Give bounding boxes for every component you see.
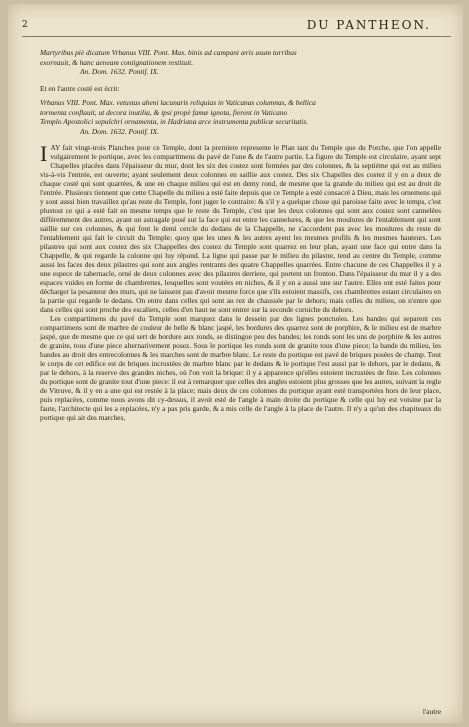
- inscription-date: An. Dom. 1632. Pontif. IX.: [80, 67, 160, 77]
- inscription-date: An. Dom. 1632. Pontif. IX.: [80, 126, 160, 136]
- catchword: l'autre: [422, 707, 441, 716]
- paragraph-text: AY fait vingt-trois Planches pour ce Temple, dont la premiere represente le Plan tant du Temple que du Porche, que l'on appelle vulgairement le portique, avec les compartimens du pavé de l'une & de l'autre partie. La figure du Temple est circulaire, ayant sept Chapelles placées dans l'épaisseur du mur, dont les six des costez sont fermées par des colonnes, & la septiéme qui est au milieu vis-à-vis l'entrée, est ouverte; ayant seulement deux colonnes en saillie aux costez. Des six Chapelles des costez il y en a deux de chaque costé qui sont quarrées, & une en chaque milieu qui est en demy rond, de mesme que la grande du milieu qui est au droit de l'entrée. Plusieurs tiennent que cette Chapelle du milieu a esté faite depuis que ce Temple a esté consacré à Dieu, mais les ornemens qui y sont aussi bien travaillez qu'au reste du Temple, font juger le contraire: & s'il y a quelque chose qui paroisse faite avec le temps, c'est plustost ce qui a esté fait en mesme temps que le reste du Temple, c'est que les deux colonnes qui sont aux costez sont cannelées différemment des autres, ayant un astragale posé sur la face qui est entre les cannelures, & que les moulures de l'entablement qui sont saillie sur ces colonnes, & qui font le demi cercle du dedans de la Chappelle, ne s'accordent pas avec les moulures du reste de l'entablement qui fait le circuit du Temple; quoy que les unes & les autres ayent les mesmes profils & les mesmes hauteurs. Les pilastres qui sont aux costez des six Chappelles des costez du Temple sont quarrez en leur plan, ayant une face qui entre dans la Chappelle, & qui regarde la colonne qui luy répond. La ligne qui passe par le milieu du pilastre, tend au centre du Temple, comme aussi les faces des deux pilastres qui sont aux angles rentrants des quatre Chappelles quarrées. Entre chacune de ces Chappelles il y a une espece de tabernacle, orné de deux colonnes avec des pilastres derriere, qui portent un fronton. Dans l'épaisseur du mur il y a des espaces vuides en forme de chambrettes, lesquelles sont voutées en niches, & il y en a aussi une sur l'autre. Elles ont esté faites pour décharger la pesanteur des murs, qui ne laissent pas d'avoir mesme force que s'ils estoient massifs, ces chambrettes estant circulaires en la partie qui regarde le dedans. On entre dans celles qui sont au rez de chaussée par le dehors; mais celles du milieu, on n'entre que dans celles qui sont proche des escaliers, celles d'en haut ne sont entrer sur la seconde corniche du dehors.: [40, 143, 441, 315]
- inscription-line: Martyribus piè dicatum Vrbanus VIII. Pont. Max. binis ad campani æris usum turribus: [40, 48, 297, 57]
- inscription-line: exornauit, & hanc aeneam contignationem restituit.: [40, 57, 194, 67]
- page-number: 2: [22, 20, 28, 30]
- inscription-line: tormenta conflauit, ut decora inutilia, & ipsi propè famæ ignota, fierent in Vaticano: [40, 107, 288, 117]
- inscription-intro: [40, 84, 441, 94]
- book-page: [8, 4, 463, 723]
- header-title: DU PANTHEON.: [306, 18, 431, 32]
- drop-cap: I: [40, 141, 48, 166]
- inscription-line: Vrbanus VIII. Pont. Max. vetustas aheni lacunaris reliquias in Vaticanas columnas, & bellica: [40, 98, 316, 107]
- body-text: [40, 143, 441, 422]
- first-paragraph: [40, 143, 441, 314]
- second-inscription: [40, 98, 441, 136]
- inscription-line: Templo Apostolici sepulchri ornamenta, in Hadriana arce instrumenta publicæ securitatis.: [40, 117, 309, 127]
- intro-text: Et en l'autre costé est écrit:: [40, 84, 120, 93]
- first-inscription: [40, 48, 441, 77]
- second-paragraph: Les compartimens du pavé du Temple sont marquez dans le dessein par des lignes ponctuées. Les bandes qui separent ces compartimens sont de marbre de couleur de belle & blanc jaspé, les bordures des quarrez sont de porphire, & le milieu est de marbre jaspé, que de mesme que ce qui sert de bordure aux ronds, se distingue peu des bandes; les ronds sont les uns de porphire & les autres de granite, tous d'une piece alternativement posez. Sous le portique les ronds sont de granite tous d'une piece; la bande du milieu, les bandes au droit des entrecolonnes & les marches sont de marbre blanc. Le reste du portique est pavé de briques posées de champ. Tout le corps de cet edifice est de briques incrustées de marbre blanc par le dedans & le portique l'est aussi par le dehors, par le dedans, & par le dehors, à la reserve des grandes niches, où l'on voit la brique: il y a apparence qu'elles estoient incrustées de fine. Les colonnes du portique sont de granite tout d'une piece: il est à remarquer que celles des angles estoient plus grosses que les autres, suivant la regle de Vitruve, & il y en a une qui est restée à la place; mais deux de ces colonnes du portique ayant esté transportées hors de leur place, puis replacées, comme nous avons dit cy-dessus, il avoit esté de l'angle à main droite du portique & celle qui luy est voisine par la faute, l'architecte qui les a replacées, n'y a pas pris garde, & a mis celle de l'angle à la place de l'autre. Il n'y a qu'un des chapiteaux du portique qui ait des marches,: [40, 314, 441, 423]
- running-head: [22, 18, 451, 37]
